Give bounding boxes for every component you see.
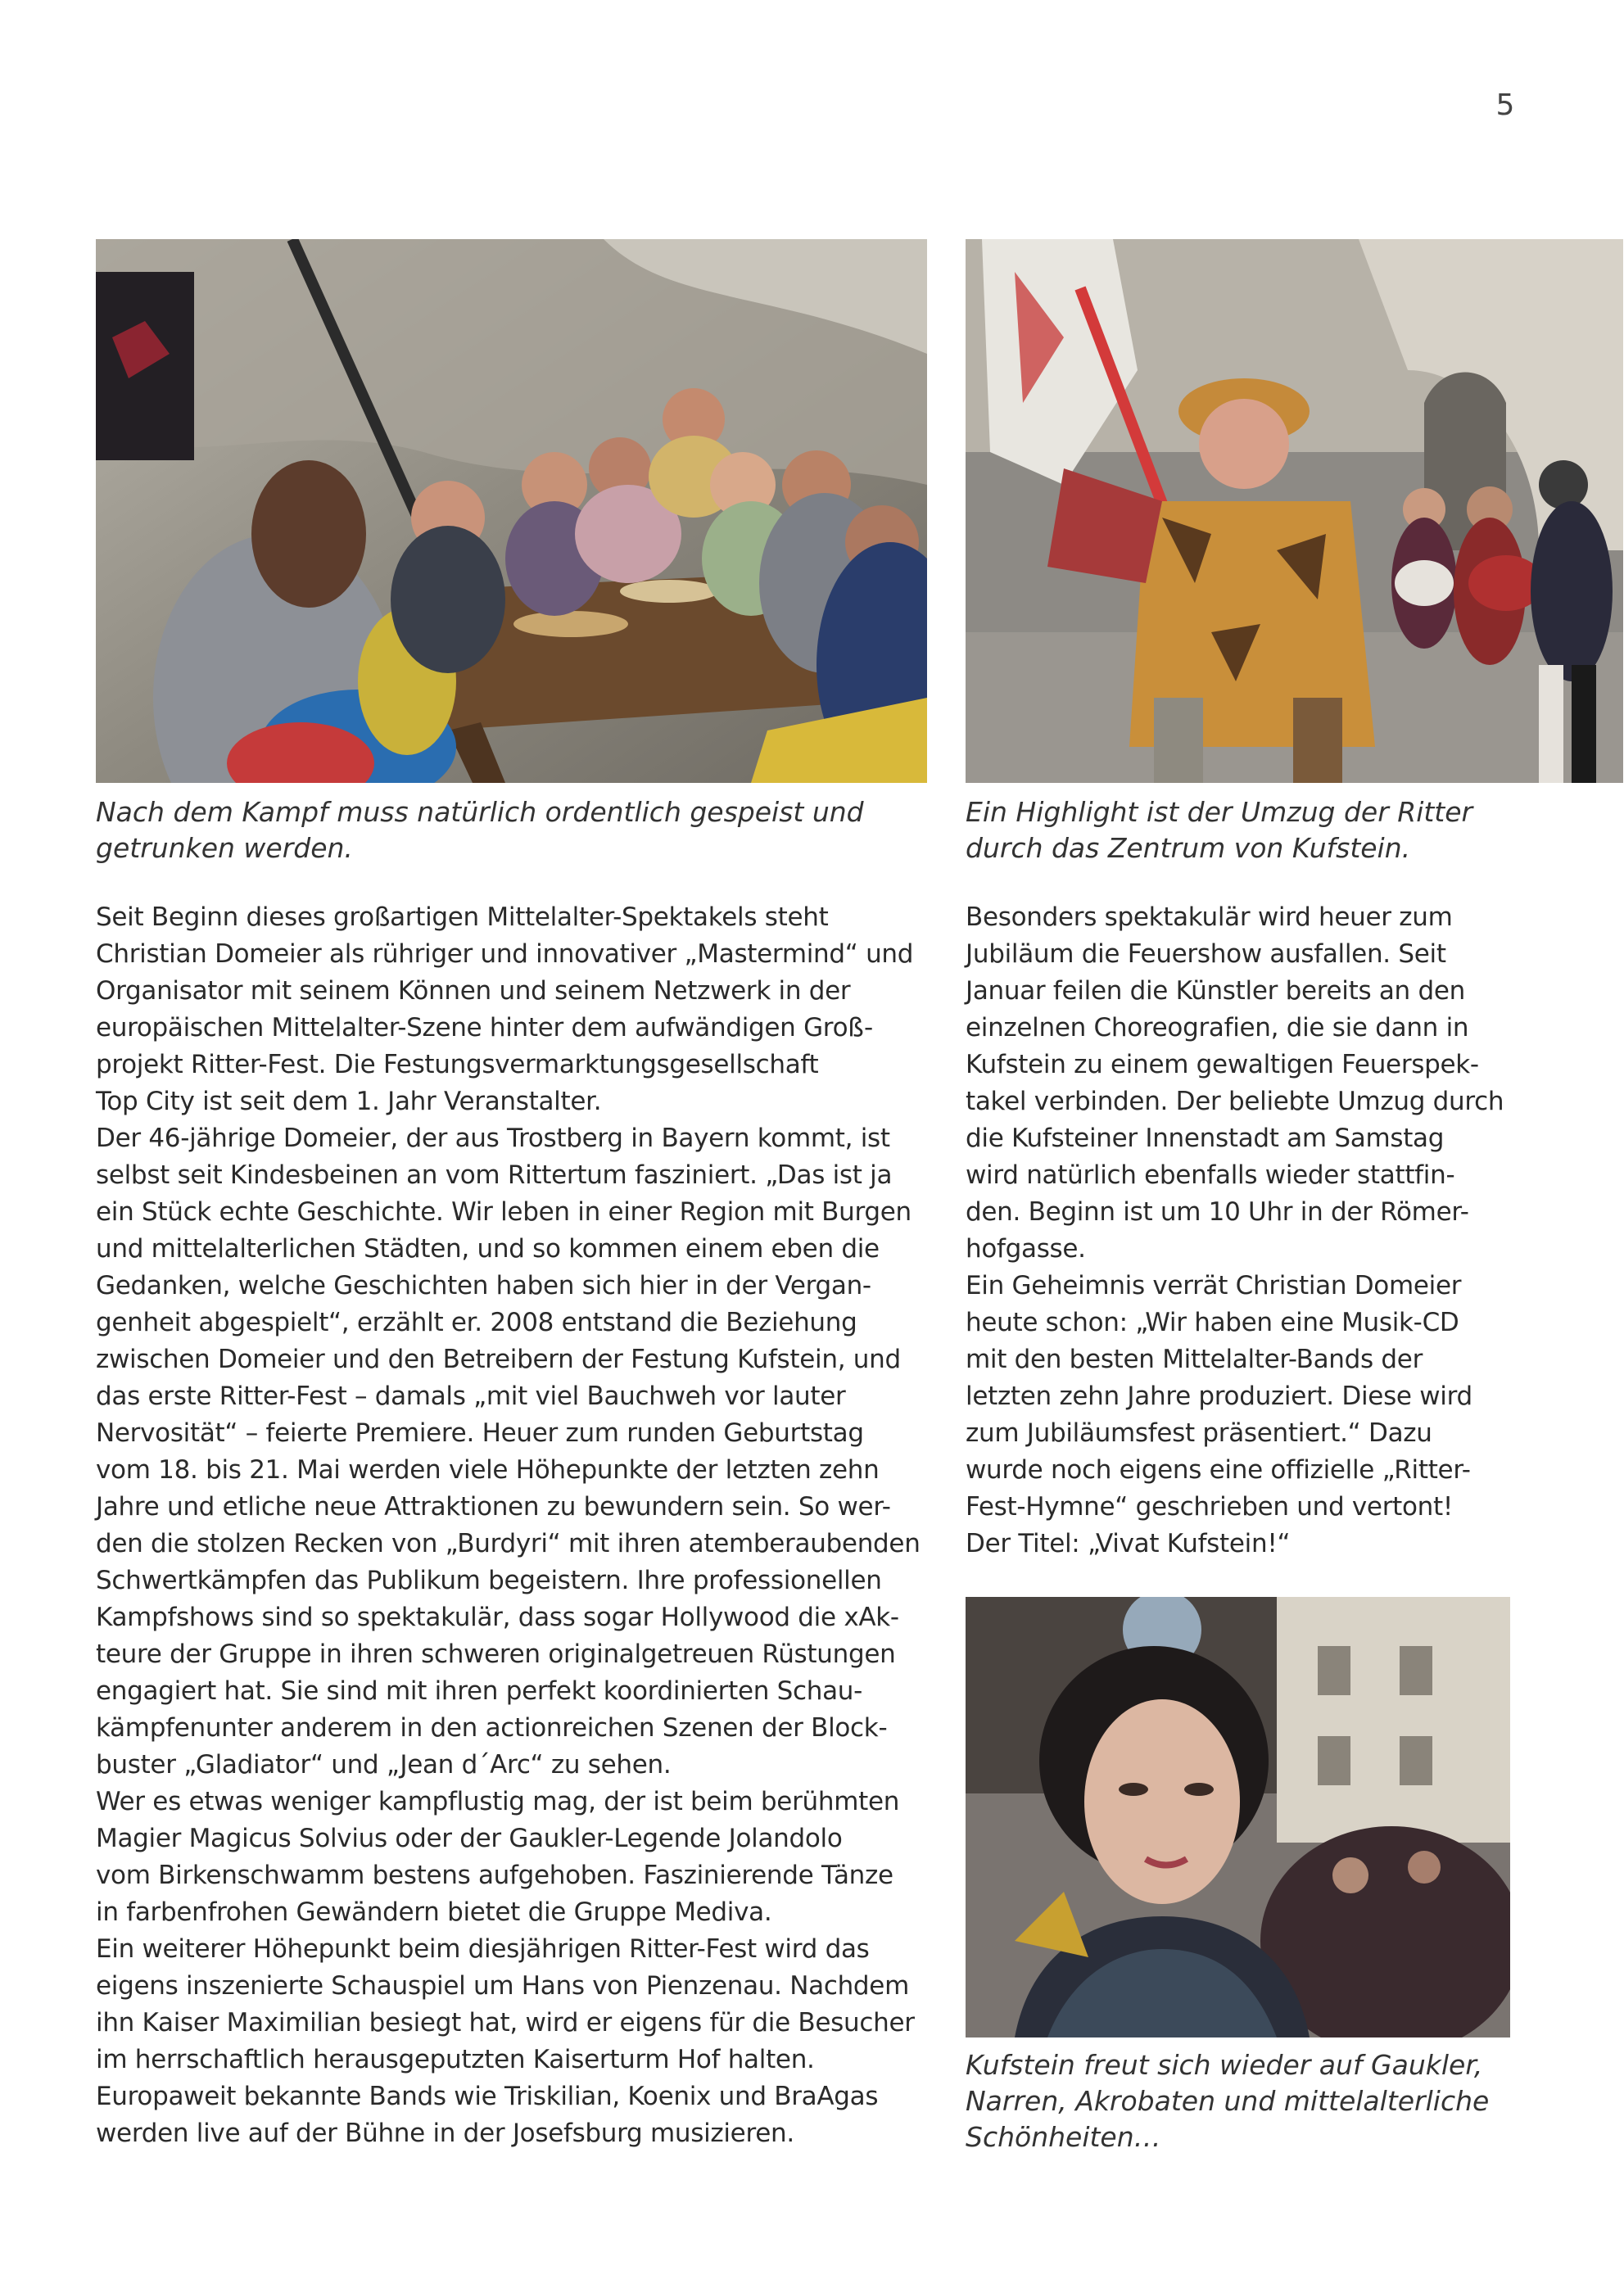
- text-line: vom 18. bis 21. Mai werden viele Höhepunkte der letzten zehn: [96, 1455, 880, 1485]
- text-line: letzten zehn Jahre produziert. Diese wird: [966, 1382, 1472, 1411]
- text-line: projekt Ritter-Fest. Die Festungsvermarktungsgesellschaft: [96, 1050, 819, 1079]
- text-line: und mittelalterlichen Städten, und so kommen einem eben die: [96, 1234, 880, 1264]
- caption-line: Nach dem Kampf muss natürlich ordentlich gespeist und: [96, 796, 864, 828]
- photo-parade: [966, 239, 1623, 783]
- text-line: Wer es etwas weniger kampflustig mag, der ist beim berühmten: [96, 1787, 900, 1816]
- page-number: 5: [1495, 88, 1515, 122]
- text-line: Kufstein zu einem gewaltigen Feuerspek-: [966, 1050, 1479, 1079]
- text-line: Seit Beginn dieses großartigen Mittelalter-Spektakels steht: [96, 902, 829, 932]
- text-line: eigens inszenierte Schauspiel um Hans von Pienzenau. Nachdem: [96, 1971, 909, 2001]
- caption-line: Kufstein freut sich wieder auf Gaukler,: [966, 2049, 1483, 2081]
- text-line: Organisator mit seinem Können und seinem Netzwerk in der: [96, 976, 851, 1006]
- text-line: Gedanken, welche Geschichten haben sich hier in der Vergan-: [96, 1271, 871, 1300]
- text-line: in farbenfrohen Gewändern bietet die Gruppe Mediva.: [96, 1897, 772, 1927]
- text-line: Der Titel: „Vivat Kufstein!“: [966, 1529, 1291, 1558]
- text-line: zum Jubiläumsfest präsentiert.“ Dazu: [966, 1418, 1432, 1448]
- text-line: den die stolzen Recken von „Burdyri“ mit ihren atemberaubenden: [96, 1529, 921, 1558]
- text-line: heute schon: „Wir haben eine Musik-CD: [966, 1308, 1459, 1337]
- text-line: Europaweit bekannte Bands wie Triskilian, Koenix und BraAgas: [96, 2082, 879, 2111]
- caption-parade: [966, 794, 1588, 866]
- text-line: Ein Geheimnis verrät Christian Domeier: [966, 1271, 1462, 1300]
- text-line: Top City ist seit dem 1. Jahr Veranstalter.: [96, 1087, 602, 1116]
- text-line: den. Beginn ist um 10 Uhr in der Römer-: [966, 1197, 1469, 1227]
- caption-line: Ein Highlight ist der Umzug der Ritter: [966, 796, 1473, 828]
- photo-feast: [96, 239, 927, 783]
- text-line: Januar feilen die Künstler bereits an den: [966, 976, 1465, 1006]
- text-line: genheit abgespielt“, erzählt er. 2008 entstand die Beziehung: [96, 1308, 857, 1337]
- text-line: europäischen Mittelalter-Szene hinter dem aufwändigen Groß-: [96, 1013, 873, 1042]
- text-line: buster „Gladiator“ und „Jean d´Arc“ zu sehen.: [96, 1750, 672, 1780]
- text-line: Nervosität“ – feierte Premiere. Heuer zum runden Geburtstag: [96, 1418, 864, 1448]
- text-line: Ein weiterer Höhepunkt beim diesjährigen Ritter-Fest wird das: [96, 1934, 870, 1964]
- text-line: takel verbinden. Der beliebte Umzug durch: [966, 1087, 1504, 1116]
- text-line: ein Stück echte Geschichte. Wir leben in einer Region mit Burgen: [96, 1197, 912, 1227]
- text-line: Der 46-jährige Domeier, der aus Trostberg in Bayern kommt, ist: [96, 1124, 890, 1153]
- text-line: Jubiläum die Feuershow ausfallen. Seit: [966, 939, 1446, 969]
- portrait-photo-illustration: [966, 1597, 1510, 2037]
- caption-portrait: [966, 2047, 1539, 2155]
- text-line: engagiert hat. Sie sind mit ihren perfekt koordinierten Schau-: [96, 1676, 863, 1706]
- text-line: hofgasse.: [966, 1234, 1086, 1264]
- text-line: mit den besten Mittelalter-Bands der: [966, 1345, 1423, 1374]
- text-line: wurde noch eigens eine offizielle „Ritter-: [966, 1455, 1471, 1485]
- text-line: werden live auf der Bühne in der Josefsburg musizieren.: [96, 2119, 794, 2148]
- text-line: Magier Magicus Solvius oder der Gaukler-Legende Jolandolo: [96, 1824, 843, 1853]
- text-line: selbst seit Kindesbeinen an vom Rittertum fasziniert. „Das ist ja: [96, 1160, 893, 1190]
- feast-photo-illustration: [96, 239, 927, 783]
- caption-line: durch das Zentrum von Kufstein.: [966, 832, 1411, 864]
- text-line: wird natürlich ebenfalls wieder stattfin-: [966, 1160, 1455, 1190]
- text-line: die Kufsteiner Innenstadt am Samstag: [966, 1124, 1445, 1153]
- article-right-column: [966, 899, 1539, 1563]
- text-line: Jahre und etliche neue Attraktionen zu bewundern sein. So wer-: [96, 1492, 891, 1522]
- text-line: im herrschaftlich herausgeputzten Kaiserturm Hof halten.: [96, 2045, 815, 2074]
- text-line: teure der Gruppe in ihren schweren originalgetreuen Rüstungen: [96, 1639, 896, 1669]
- caption-line: Schönheiten…: [966, 2121, 1161, 2153]
- text-line: Christian Domeier als rühriger und innovativer „Mastermind“ und: [96, 939, 914, 969]
- text-line: Kampfshows sind so spektakulär, dass sogar Hollywood die xAk-: [96, 1603, 899, 1632]
- text-line: ihn Kaiser Maximilian besiegt hat, wird er eigens für die Besucher: [96, 2008, 915, 2037]
- text-line: vom Birkenschwamm bestens aufgehoben. Faszinierende Tänze: [96, 1861, 893, 1890]
- text-line: Fest-Hymne“ geschrieben und vertont!: [966, 1492, 1454, 1522]
- caption-line: Narren, Akrobaten und mittelalterliche: [966, 2085, 1490, 2117]
- caption-feast: [96, 794, 927, 866]
- text-line: das erste Ritter-Fest – damals „mit viel Bauchweh vor lauter: [96, 1382, 846, 1411]
- text-line: Schwertkämpfen das Publikum begeistern. Ihre professionellen: [96, 1566, 882, 1595]
- text-line: einzelnen Choreografien, die sie dann in: [966, 1013, 1469, 1042]
- text-line: Besonders spektakulär wird heuer zum: [966, 902, 1453, 932]
- text-line: kämpfenunter anderem in den actionreichen Szenen der Block-: [96, 1713, 888, 1743]
- text-line: zwischen Domeier und den Betreibern der Festung Kufstein, und: [96, 1345, 901, 1374]
- caption-line: getrunken werden.: [96, 832, 353, 864]
- parade-photo-illustration: [966, 239, 1623, 783]
- article-main-column: [96, 899, 927, 2152]
- photo-portrait: [966, 1597, 1510, 2037]
